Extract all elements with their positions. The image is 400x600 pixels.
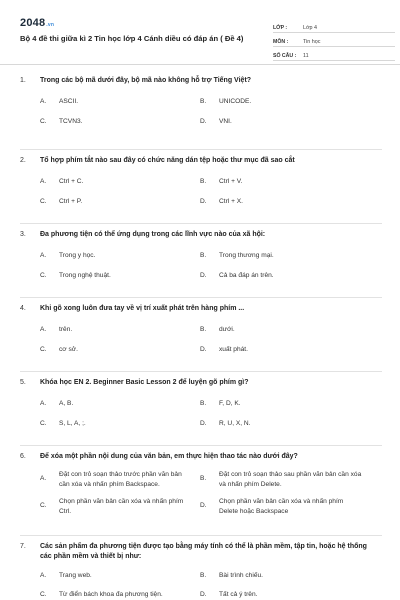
option-text: Ctrl + X.: [219, 197, 243, 205]
option-letter: C.: [40, 502, 47, 510]
option-letter: B.: [200, 252, 207, 260]
option-text: S, L, A, ;.: [59, 419, 86, 427]
option-text: Từ điển bách khoa đa phương tiện.: [59, 590, 163, 598]
question-number: 5.: [20, 379, 26, 386]
option-text: xuất phát.: [219, 345, 248, 353]
option-text: TCVN3.: [59, 117, 83, 125]
option-letter: B.: [200, 326, 207, 334]
question-text: [20, 542, 382, 562]
option-text: dưới.: [219, 326, 235, 334]
answer-option[interactable]: [192, 271, 364, 281]
answer-option[interactable]: [192, 571, 364, 581]
answer-option[interactable]: [20, 117, 192, 127]
option-text: Ctrl + P.: [59, 197, 83, 205]
option-letter: C.: [40, 197, 47, 205]
option-letter: A.: [40, 475, 47, 483]
answer-option[interactable]: [192, 177, 364, 187]
answer-option[interactable]: [192, 590, 364, 600]
option-text: Tất cả ý trên.: [219, 590, 258, 598]
option-letter: A.: [40, 178, 47, 186]
option-text: Đặt con trỏ soạn thảo sau phần văn bản cần xóa và nhấn phím Delete.: [219, 471, 362, 488]
question-item: [20, 372, 382, 446]
header-divider: [0, 64, 400, 65]
option-letter: A.: [40, 98, 47, 106]
option-letter: D.: [200, 590, 207, 598]
option-text: Trang web.: [59, 572, 92, 580]
meta-value: Lớp 4: [303, 24, 318, 31]
question-number: 6.: [20, 453, 26, 460]
meta-row-count: [273, 48, 395, 61]
question-number: 4.: [20, 305, 26, 312]
option-text: trên.: [59, 326, 73, 334]
option-letter: C.: [40, 590, 47, 598]
question-prompt: Các sản phẩm đa phương tiện được tạo bằng máy tính có thể là phần mềm, tập tin, hoặc hệ thống các phần mềm và thiết bị như:: [40, 543, 367, 561]
answer-option[interactable]: [20, 399, 192, 409]
meta-row-class: [273, 20, 395, 33]
question-text: [20, 304, 382, 314]
logo-main: 2048: [20, 17, 46, 29]
option-letter: D.: [200, 197, 207, 205]
meta-info: [273, 20, 395, 62]
question-number: 1.: [20, 77, 26, 84]
option-text: Trong thương mại.: [219, 252, 274, 260]
question-item: [20, 446, 382, 536]
question-number: 7.: [20, 543, 26, 550]
option-letter: A.: [40, 252, 47, 260]
option-letter: D.: [200, 117, 207, 125]
option-text: Chọn phần văn bản cần xóa và nhấn phím Delete hoặc Backspace: [219, 498, 344, 515]
answer-option[interactable]: [192, 345, 364, 355]
option-letter: B.: [200, 178, 207, 186]
option-letter: D.: [200, 271, 207, 279]
option-text: Chọn phần văn bản cần xóa và nhấn phím Ctrl.: [59, 498, 184, 515]
answer-option[interactable]: [192, 117, 364, 127]
option-text: R, U, X, N.: [219, 419, 251, 427]
logo-suffix: .vn: [46, 22, 55, 28]
question-prompt: Khi gõ xong luôn đưa tay về vị trí xuất phát trên hàng phím ...: [40, 305, 245, 312]
answer-option[interactable]: [20, 571, 192, 581]
answer-option[interactable]: [192, 399, 364, 409]
option-letter: D.: [200, 345, 207, 353]
option-letter: C.: [40, 345, 47, 353]
option-text: Cả ba đáp án trên.: [219, 271, 274, 279]
option-text: Bài trình chiếu.: [219, 572, 263, 580]
answer-option[interactable]: [192, 419, 364, 429]
answer-option[interactable]: [20, 419, 192, 429]
question-number: 2.: [20, 157, 26, 164]
answer-option[interactable]: [20, 251, 192, 261]
answer-option[interactable]: [20, 590, 192, 600]
answer-option[interactable]: [192, 470, 364, 489]
option-text: A, B.: [59, 400, 74, 408]
question-item: [20, 76, 382, 150]
answer-option[interactable]: [20, 345, 192, 355]
option-letter: A.: [40, 400, 47, 408]
option-text: VNI.: [219, 117, 232, 125]
question-prompt: Để xóa một phần nội dung của văn bản, em thực hiện thao tác nào dưới đây?: [40, 453, 298, 460]
question-prompt: Trong các bộ mã dưới đây, bộ mã nào không hỗ trợ Tiếng Việt?: [40, 77, 252, 84]
question-text: [20, 378, 382, 388]
document-title: Bộ 4 đề thi giữa kì 2 Tin học lớp 4 Cánh diều có đáp án ( Đề 4): [20, 34, 244, 43]
option-letter: C.: [40, 271, 47, 279]
option-text: Đặt con trỏ soạn thảo trước phần văn bản cần xóa và nhấn phím Backspace.: [59, 471, 182, 488]
question-text: [20, 452, 382, 462]
answer-option[interactable]: [20, 197, 192, 207]
option-letter: A.: [40, 572, 47, 580]
option-letter: D.: [200, 502, 207, 510]
question-item: [20, 536, 382, 600]
option-letter: B.: [200, 572, 207, 580]
option-letter: B.: [200, 400, 207, 408]
answer-option[interactable]: [192, 251, 364, 261]
option-letter: A.: [40, 326, 47, 334]
option-text: cơ sở.: [59, 345, 78, 353]
question-prompt: Đa phương tiện có thể ứng dụng trong các lĩnh vực nào của xã hội:: [40, 231, 266, 238]
meta-value: 11: [303, 52, 309, 59]
site-logo[interactable]: [20, 16, 54, 31]
option-text: Trong nghệ thuật.: [59, 271, 111, 279]
meta-label: MÔN :: [273, 38, 289, 45]
option-text: Ctrl + V.: [219, 178, 243, 186]
answer-option[interactable]: [20, 271, 192, 281]
answer-option[interactable]: [192, 497, 364, 516]
option-text: UNICODE.: [219, 98, 252, 106]
answer-option[interactable]: [20, 470, 192, 489]
question-text: [20, 76, 382, 86]
option-text: ASCII.: [59, 98, 79, 106]
meta-label: LỚP :: [273, 24, 288, 31]
question-text: [20, 230, 382, 240]
answer-option[interactable]: [192, 325, 364, 335]
option-letter: D.: [200, 419, 207, 427]
question-item: [20, 150, 382, 224]
answer-option[interactable]: [20, 97, 192, 107]
option-letter: B.: [200, 98, 207, 106]
meta-value: Tin học: [303, 38, 321, 45]
question-list: [20, 76, 382, 600]
question-item: [20, 224, 382, 298]
answer-option[interactable]: [192, 97, 364, 107]
answer-option[interactable]: [20, 325, 192, 335]
option-letter: B.: [200, 475, 207, 483]
worksheet-header: [20, 16, 382, 68]
meta-label: SỐ CÂU :: [273, 52, 297, 59]
option-text: Ctrl + C.: [59, 178, 84, 186]
question-number: 3.: [20, 231, 26, 238]
option-text: F, D, K.: [219, 400, 241, 408]
option-text: Trong y học.: [59, 252, 96, 260]
meta-row-subject: [273, 34, 395, 47]
option-letter: C.: [40, 117, 47, 125]
question-prompt: Khóa học EN 2. Beginner Basic Lesson 2 để luyện gõ phím gì?: [40, 379, 249, 386]
option-letter: C.: [40, 419, 47, 427]
question-prompt: Tổ hợp phím tắt nào sau đây có chức năng dán tệp hoặc thư mục đã sao cắt: [40, 157, 295, 164]
answer-option[interactable]: [20, 497, 192, 516]
answer-option[interactable]: [20, 177, 192, 187]
answer-option[interactable]: [192, 197, 364, 207]
question-text: [20, 156, 382, 166]
question-item: [20, 298, 382, 372]
